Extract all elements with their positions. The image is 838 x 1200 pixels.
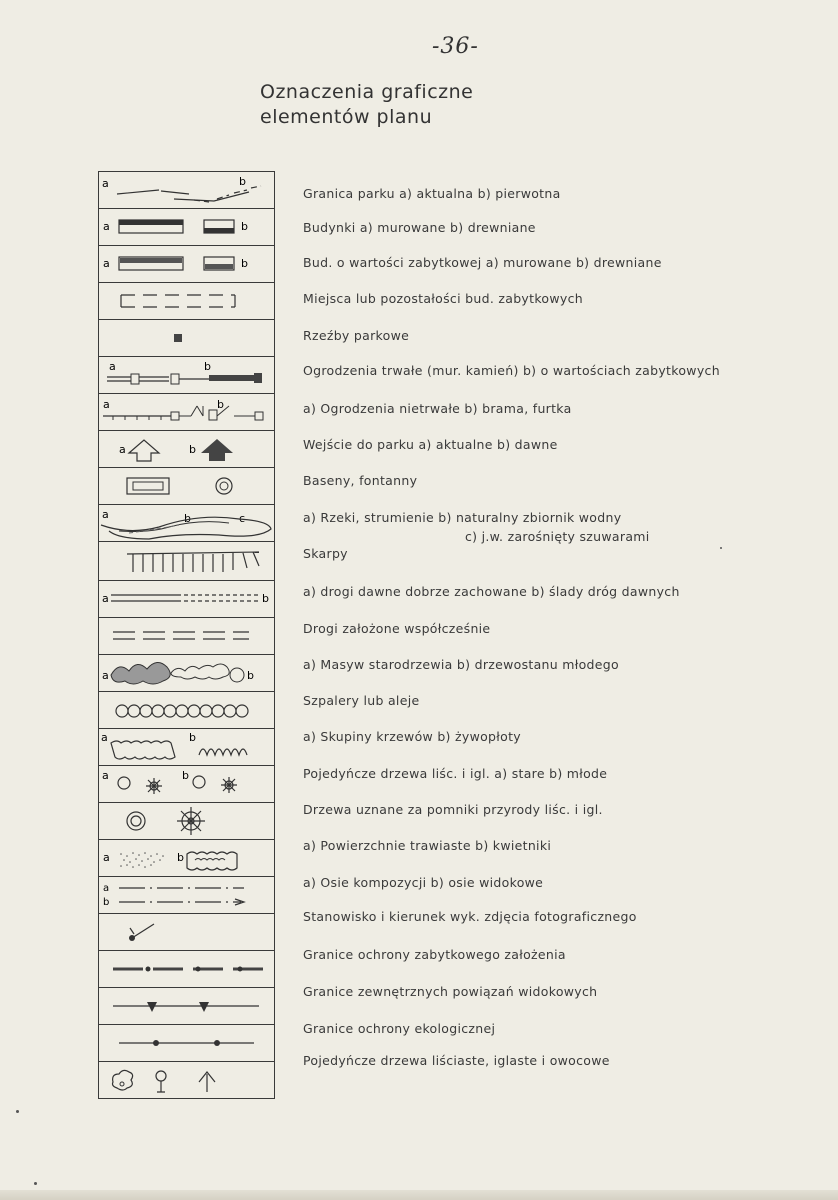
symbol-powierzchnie [99,840,274,877]
symbol-wejscie [99,431,274,468]
legend-text-budynki: Budynki a) murowane b) drewniane [303,220,536,235]
page-title [260,80,473,130]
symbol-drogi-dawne [99,581,274,618]
symbol-granice-zewnetrznych [99,988,274,1025]
legend-text-baseny: Baseny, fontanny [303,473,418,488]
legend-text-ogrodzenia-nietrwale: a) Ogrodzenia nietrwałe b) brama, furtka [303,401,572,416]
symbol-krzewy [99,729,274,766]
symbol-drogi-wspolczesne [99,618,274,655]
label-a: a [103,883,110,894]
legend-text-drogi-wspolczesne: Drogi założone współcześnie [303,621,491,636]
legend-text-osie: a) Osie kompozycji b) osie widokowe [303,875,544,890]
symbol-drzewa-lisciaste [99,1062,274,1099]
label-b: b [182,769,189,782]
legend-text-rzezby: Rzeźby parkowe [303,328,410,343]
label-a: a [102,769,109,782]
legend-text-stanowisko: Stanowisko i kierunek wyk. zdjęcia fotograficznego [303,909,637,924]
legend-text-pomniki: Drzewa uznane za pomniki przyrody liśc. i igl. [303,802,603,817]
legend-text-drzewa-pojedyncze: Pojedyńcze drzewa liśc. i igl. a) stare b) młode [303,766,608,781]
scan-speck [16,1110,19,1113]
legend-text-rzeki: a) Rzeki, strumienie b) naturalny zbiornik wodny [303,510,622,525]
label-b: b [262,592,269,605]
symbol-pomniki [99,803,274,840]
symbol-baseny [99,468,274,505]
label-b: b [247,669,254,682]
label-a: a [102,177,109,190]
label-a: a [103,220,110,233]
legend-text-granica-parku: Granica parku a) aktualna b) pierwotna [303,186,561,201]
legend-text-granice-ochrony-zabytkowego: Granice ochrony zabytkowego założenia [303,947,566,962]
label-a: a [103,851,110,864]
label-b: b [103,897,110,908]
symbol-osie [99,877,274,914]
symbol-budynki [99,209,274,246]
label-b: b [189,443,196,456]
legend-symbol-table [98,171,275,1099]
label-a: a [103,257,110,270]
symbol-ogrodzenia-nietrwale [99,394,274,431]
label-a: a [109,360,116,373]
label-a: a [119,443,126,456]
title-line-2: elementów planu [260,106,433,128]
legend-text-miejsca-pozostalosci: Miejsca lub pozostałości bud. zabytkowych [303,291,583,306]
label-b: b [217,398,224,411]
symbol-granice-ochrony-ekologicznej [99,1025,274,1062]
legend-text-krzewy: a) Skupiny krzewów b) żywopłoty [303,729,521,744]
legend-text-ogrodzenia-trwale: Ogrodzenia trwałe (mur. kamień) b) o wartościach zabytkowych [303,363,720,378]
title-line-1: Oznaczenia graficzne [260,81,474,103]
symbol-granice-ochrony-zabytkowego [99,951,274,988]
symbol-drzewa-pojedyncze [99,766,274,803]
legend-text-wejscie: Wejście do parku a) aktualne b) dawne [303,437,558,452]
page-number: -36- [432,34,479,59]
legend-text-masyw: a) Masyw starodrzewia b) drzewostanu młodego [303,657,619,672]
label-b: b [189,731,196,744]
label-b: b [177,851,184,864]
label-b: b [241,257,248,270]
symbol-skarpy [99,542,274,581]
label-b: b [184,512,191,525]
symbol-bud-zabytkowe [99,246,274,283]
legend-text-granice-ochrony-ekologicznej: Granice ochrony ekologicznej [303,1021,496,1036]
legend-text-granice-zewnetrznych: Granice zewnętrznych powiązań widokowych [303,984,598,999]
scan-speck [34,1182,37,1185]
label-c: c [239,512,246,525]
scan-speck [720,547,722,549]
label-a: a [102,508,109,521]
label-b: b [239,175,246,188]
label-a: a [102,592,109,605]
legend-text-bud-zabytkowe: Bud. o wartości zabytkowej a) murowane b) drewniane [303,255,662,270]
label-a: a [102,669,109,682]
legend-text-skarpy: Skarpy [303,546,348,561]
symbol-granica-parku [99,172,274,209]
label-b: b [204,360,211,373]
legend-text-drzewa-lisciaste: Pojedyńcze drzewa liściaste, iglaste i owocowe [303,1053,610,1068]
label-b: b [241,220,248,233]
symbol-miejsca-pozostalosci [99,283,274,320]
legend-text-drogi-dawne: a) drogi dawne dobrze zachowane b) ślady dróg dawnych [303,584,680,599]
symbol-masyw [99,655,274,692]
page-bottom-edge [0,1190,838,1200]
label-a: a [101,731,108,744]
symbol-ogrodzenia-trwale [99,357,274,394]
symbol-stanowisko [99,914,274,951]
symbol-rzeki [99,505,274,542]
legend-text-szpalery: Szpalery lub aleje [303,693,420,708]
symbol-szpalery [99,692,274,729]
legend-text-powierzchnie: a) Powierzchnie trawiaste b) kwietniki [303,838,552,853]
legend-text-rzeki-c: c) j.w. zarośnięty szuwarami [465,529,650,544]
symbol-rzezby [99,320,274,357]
label-a: a [103,398,110,411]
